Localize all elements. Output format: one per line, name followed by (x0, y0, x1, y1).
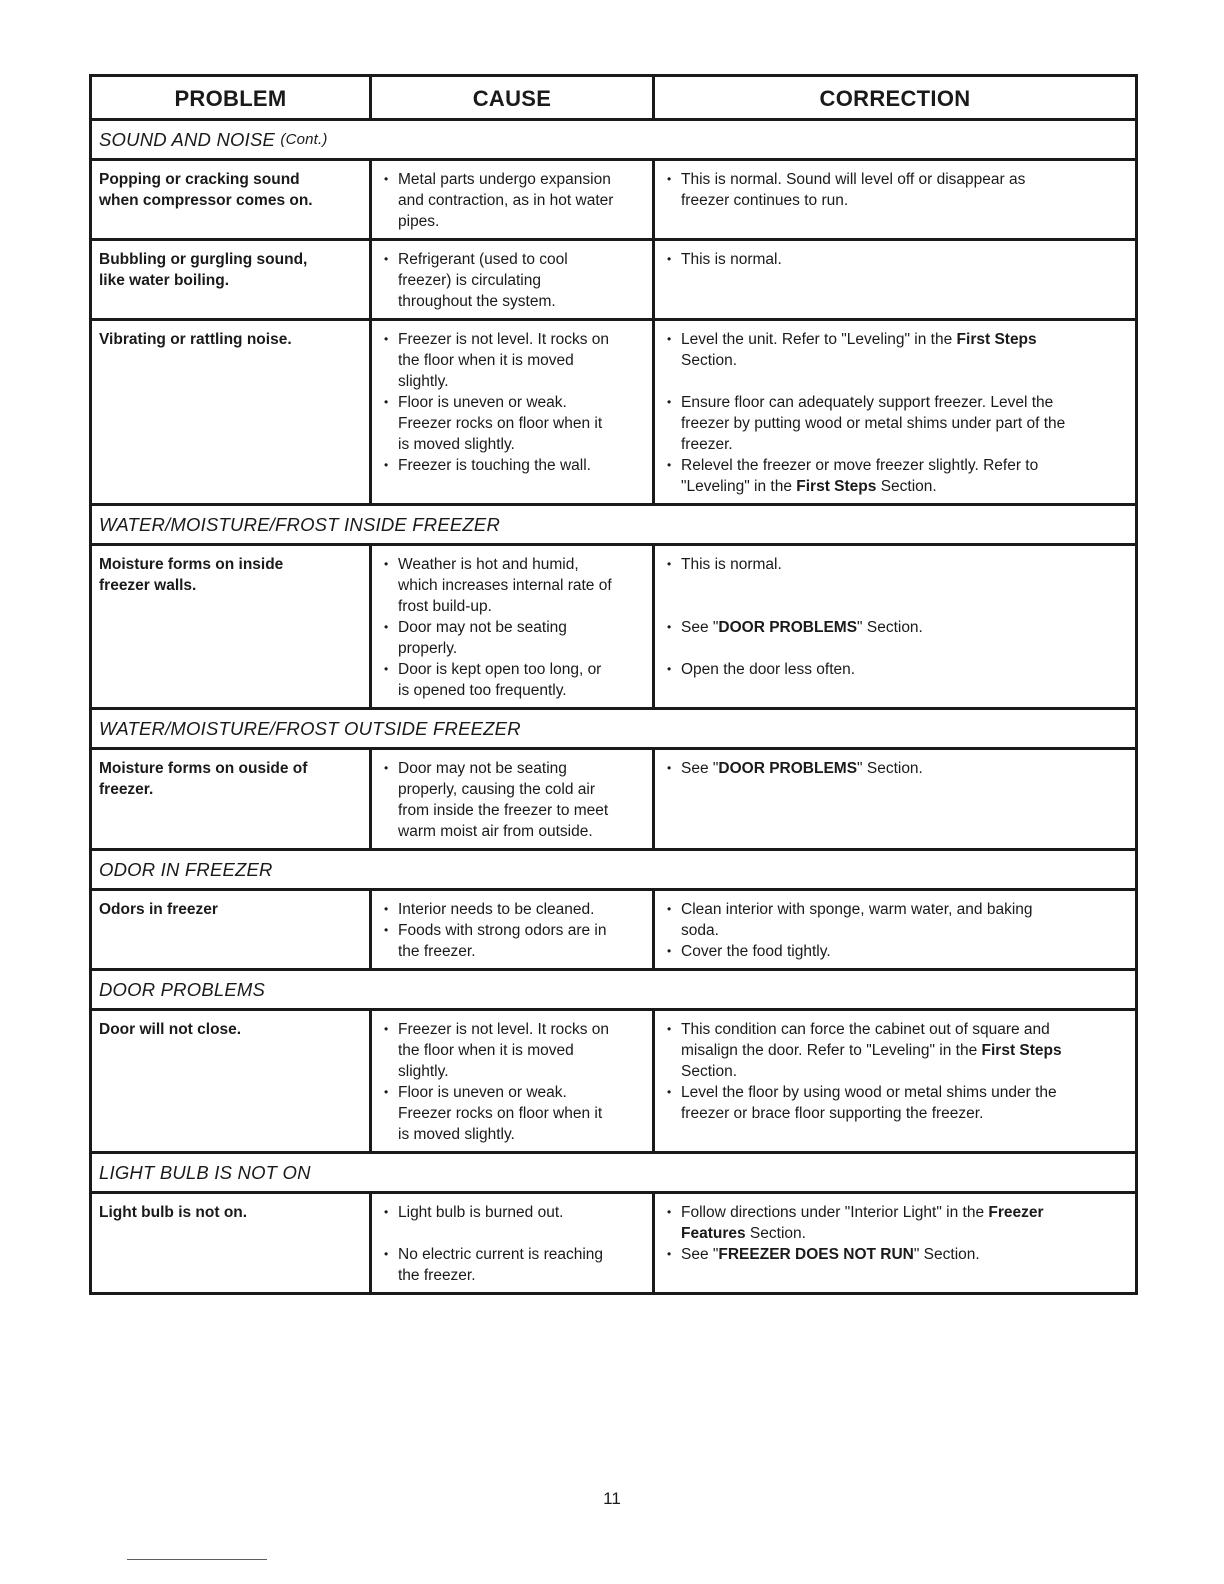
correction-text: " Section. (857, 619, 923, 636)
section-heading (89, 1154, 1138, 1194)
table-row (89, 546, 1138, 710)
page-number: 11 (603, 1489, 621, 1508)
cause-cell (372, 546, 655, 707)
correction-cell (655, 1011, 1135, 1151)
correction-item (661, 941, 1129, 962)
troubleshooting-table (89, 74, 1138, 1295)
cause-cell (372, 1194, 655, 1292)
correction-text: Level the unit. Refer to "Leveling" in the (681, 331, 957, 348)
header-cause: CAUSE (372, 77, 655, 118)
correction-text: This is normal. Sound will level off or disappear as freezer continues to run. (681, 171, 1026, 209)
correction-cell (655, 241, 1135, 318)
cause-item: • Freezer is not level. It rocks on the floor when it is moved slightly. (378, 1019, 646, 1082)
cause-item: • Weather is hot and humid, which increases internal rate of frost build-up. (378, 554, 646, 617)
emphasis-text: First Steps (796, 478, 877, 495)
correction-cell (655, 546, 1135, 707)
correction-cell (655, 891, 1135, 968)
cause-item: • Foods with strong odors are in the freezer. (378, 920, 646, 962)
section-title: WATER/MOISTURE/FROST OUTSIDE FREEZER (99, 717, 521, 739)
correction-item (661, 1019, 1129, 1082)
correction-text: Section. (876, 478, 937, 495)
correction-text: This condition can force the cabinet out of square and misalign the door. Refer to "Leveling" in the (681, 1021, 1050, 1059)
table-row (89, 161, 1138, 241)
header-correction: CORRECTION (819, 85, 971, 111)
cause-cell (372, 241, 655, 318)
cause-item: • Interior needs to be cleaned. (378, 899, 646, 920)
table-row (89, 750, 1138, 851)
cause-item: • Door may not be seating properly. (378, 617, 646, 659)
section-heading (89, 121, 1138, 161)
cause-item: • Floor is uneven or weak. Freezer rocks on floor when it is moved slightly. (378, 392, 646, 455)
table-row (89, 1194, 1138, 1295)
table-row (89, 241, 1138, 321)
cause-item: • Door may not be seating properly, causing the cold air from inside the freezer to meet warm moist air from outside. (378, 758, 646, 842)
problem-cell: Moisture forms on inside freezer walls. (92, 546, 372, 707)
correction-text: Level the floor by using wood or metal shims under the freezer or brace floor supporting the freezer. (681, 1084, 1057, 1122)
cause-item: • Freezer is touching the wall. (378, 455, 646, 476)
correction-item (661, 329, 1129, 371)
correction-cell (655, 750, 1135, 848)
table-header-row (89, 74, 1138, 121)
problem-cell: Moisture forms on ouside of freezer. (92, 750, 372, 848)
table-row (89, 321, 1138, 506)
problem-cell: Popping or cracking sound when compressor comes on. (92, 161, 372, 238)
correction-item (661, 455, 1129, 497)
correction-item (661, 617, 1129, 638)
correction-text: " Section. (913, 1246, 980, 1263)
correction-text: Ensure floor can adequately support freezer. Level the freezer by putting wood or metal shims under part of the freezer. (681, 394, 1066, 453)
cause-item: • Door is kept open too long, or is opened too frequently. (378, 659, 646, 701)
correction-item (661, 899, 1129, 941)
correction-text: Cover the food tightly. (681, 943, 831, 960)
problem-cell: Vibrating or rattling noise. (92, 321, 372, 503)
correction-item (661, 249, 1129, 270)
correction-item (661, 659, 1129, 680)
correction-text: Open the door less often. (681, 661, 856, 678)
correction-text: See " (681, 1246, 719, 1263)
correction-item (661, 1244, 1129, 1265)
correction-cell (655, 1194, 1135, 1292)
section-title: DOOR PROBLEMS (99, 978, 266, 1000)
correction-text: See " (681, 760, 719, 777)
problem-cell: Odors in freezer (92, 891, 372, 968)
cause-item: • No electric current is reaching the freezer. (378, 1244, 646, 1286)
cause-cell (372, 1011, 655, 1151)
cause-item: • Refrigerant (used to cool freezer) is circulating throughout the system. (378, 249, 646, 312)
emphasis-text: First Steps (981, 1042, 1062, 1059)
problem-cell: Light bulb is not on. (92, 1194, 372, 1292)
correction-text: This is normal. (681, 556, 782, 573)
cause-cell (372, 321, 655, 503)
correction-item (661, 1082, 1129, 1124)
correction-item (661, 554, 1129, 575)
section-heading (89, 851, 1138, 891)
emphasis-text: First Steps (956, 331, 1037, 348)
correction-item (661, 1202, 1129, 1244)
correction-text: See " (681, 619, 719, 636)
section-heading (89, 971, 1138, 1011)
correction-text: Clean interior with sponge, warm water, and baking soda. (681, 901, 1033, 939)
correction-item (661, 169, 1129, 211)
table-row (89, 891, 1138, 971)
correction-item (661, 758, 1129, 779)
section-title: SOUND AND NOISE (99, 128, 276, 150)
correction-text: Section. (681, 1063, 738, 1080)
correction-text: Section. (745, 1225, 806, 1242)
correction-text: This is normal. (681, 251, 782, 268)
correction-text: " Section. (857, 760, 923, 777)
correction-text: Section. (681, 352, 738, 369)
cause-cell (372, 750, 655, 848)
cause-item: • Floor is uneven or weak. Freezer rocks on floor when it is moved slightly. (378, 1082, 646, 1145)
cause-cell (372, 161, 655, 238)
section-title: ODOR IN FREEZER (99, 858, 273, 880)
section-title-suffix: (Cont.) (280, 131, 328, 148)
section-heading (89, 506, 1138, 546)
problem-cell: Bubbling or gurgling sound, like water boiling. (92, 241, 372, 318)
emphasis-text: Freezer Features (681, 1204, 1044, 1242)
problem-cell: Door will not close. (92, 1011, 372, 1151)
section-title: LIGHT BULB IS NOT ON (99, 1161, 311, 1183)
cause-item: • Light bulb is burned out. (378, 1202, 646, 1223)
correction-text: Follow directions under "Interior Light" in the (681, 1204, 989, 1221)
cause-item: • Metal parts undergo expansion and contraction, as in hot water pipes. (378, 169, 646, 232)
correction-cell (655, 161, 1135, 238)
header-problem: PROBLEM (92, 77, 372, 118)
section-heading (89, 710, 1138, 750)
emphasis-text: DOOR PROBLEMS (718, 619, 858, 636)
footer-link-underline (127, 1559, 267, 1560)
table-body (89, 121, 1138, 1295)
correction-text: Relevel the freezer or move freezer slightly. Refer to "Leveling" in the (681, 457, 1039, 495)
table-row (89, 1011, 1138, 1154)
correction-cell (655, 321, 1135, 503)
emphasis-text: FREEZER DOES NOT RUN (718, 1246, 914, 1263)
cause-cell (372, 891, 655, 968)
emphasis-text: DOOR PROBLEMS (718, 760, 858, 777)
cause-item: • Freezer is not level. It rocks on the floor when it is moved slightly. (378, 329, 646, 392)
correction-item (661, 392, 1129, 455)
section-title: WATER/MOISTURE/FROST INSIDE FREEZER (99, 513, 501, 535)
